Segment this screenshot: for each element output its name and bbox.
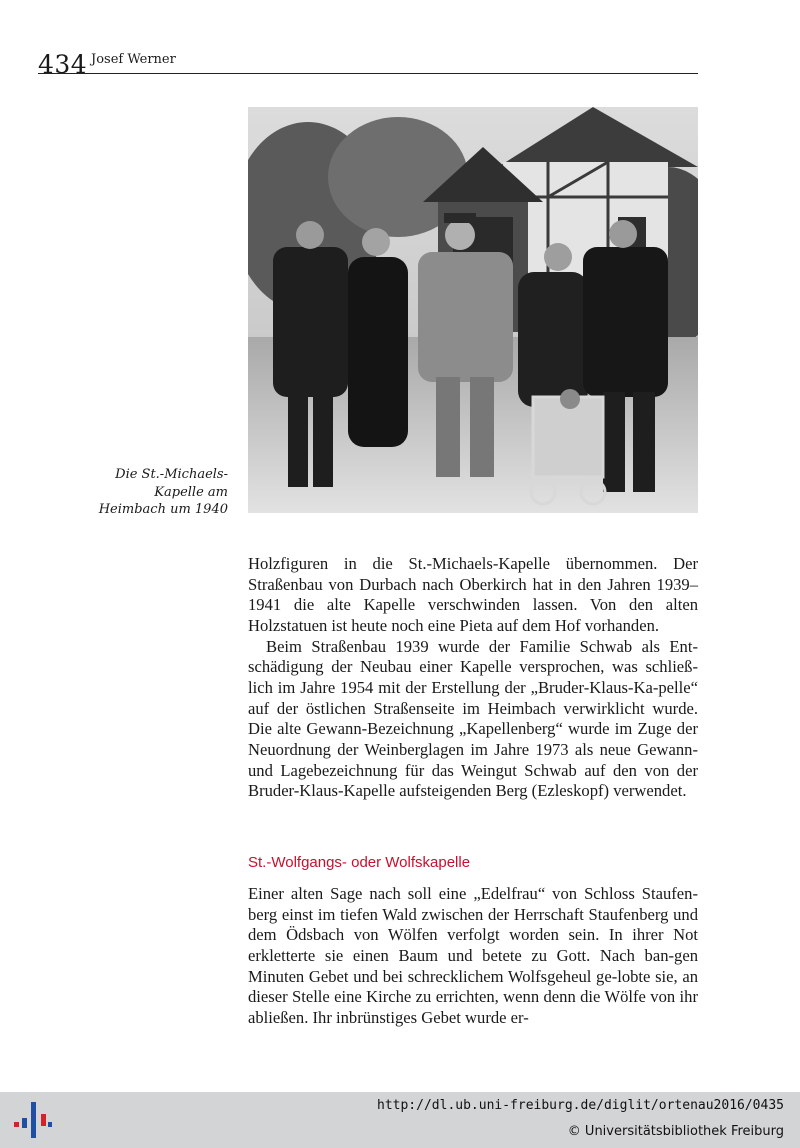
ub-freiburg-logo-icon [12, 1100, 54, 1140]
logo-bar-red-left [14, 1122, 19, 1127]
text-line: Holzstatuen ist heute noch eine Pieta auf dem Hof vorhanden. [248, 615, 660, 635]
figure-caption [80, 466, 228, 519]
header-rule [38, 73, 698, 74]
logo-bar-red-right [41, 1114, 46, 1126]
text-line: 1939–1941 die alte Kapelle verschwinden lassen. Von den alten [248, 574, 698, 615]
body-text-lower [248, 884, 698, 1029]
source-url-link[interactable]: http://dl.ub.uni-freiburg.de/diglit/ortenau2016/0435 [377, 1098, 784, 1113]
historic-photo [248, 107, 698, 513]
body-text-upper [248, 554, 698, 802]
logo-bar-blue-tall [31, 1102, 36, 1138]
paragraph-1 [248, 554, 698, 637]
logo-bar-blue-left [22, 1118, 27, 1128]
text-line: schädigung der Neubau einer Kapelle versprochen, was schließ- [248, 657, 698, 677]
text-line: die Wölfe von ihr abließen. Ihr inbrünstiges Gebet wurde er- [248, 987, 698, 1027]
running-header-author: Josef Werner [91, 52, 176, 67]
paragraph-3 [248, 884, 698, 1029]
text-line: wurde. Die alte Gewann-Bezeichnung „Kapellenberg“ wurde [248, 698, 699, 739]
text-line: Berg (Ezleskopf) verwendet. [495, 781, 687, 801]
text-line: im Zuge der Neuordnung der Weinberglagen im Jahre 1973 [248, 719, 698, 759]
text-line: Beim Straßenbau 1939 wurde der Familie Schwab als Ent- [266, 636, 698, 656]
copyright-notice: © Universitätsbibliothek Freiburg [567, 1124, 784, 1139]
section-heading: St.-Wolfgangs- oder Wolfskapelle [248, 854, 471, 871]
text-line: berg einst im tiefen Wald zwischen der Herrschaft Staufenberg [248, 904, 669, 924]
page-number: 434 [38, 50, 88, 79]
text-line: Holzfiguren in die St.-Michaels-Kapelle übernommen. Der [248, 554, 698, 573]
text-line: lobte sie, an dieser Stelle eine Kirche zu errichten, wenn denn [248, 966, 698, 1007]
text-line: Schwab auf den von der Bruder-Klaus-Kapelle aufsteigenden [248, 760, 698, 801]
caption-line: Die St.-Michaels- [115, 467, 228, 482]
caption-line: Kapelle am [154, 484, 228, 500]
text-line: Einer alten Sage nach soll eine „Edelfrau“ von Schloss Staufen- [248, 884, 698, 903]
text-line: Straßenbau von Durbach nach Oberkirch hat in den Jahren [248, 574, 651, 594]
footer-bar [0, 1092, 800, 1148]
text-line: lich im Jahre 1954 mit der Erstellung der „Bruder-Klaus-Ka- [248, 677, 659, 697]
caption-line: Heimbach um 1940 [98, 502, 228, 517]
text-line: gen Minuten Gebet und bei schrecklichem Wolfsgeheul ge- [248, 945, 698, 986]
text-line: pelle“ auf der östlichen Straßenseite im Heimbach verwirklicht [248, 677, 698, 718]
logo-bar-blue-small [48, 1122, 52, 1127]
text-line: als neue Gewann- und Lagebezeichnung für das Weingut [248, 739, 698, 780]
running-header [38, 46, 698, 79]
text-line: und dem Ödsbach von Wölfen verfolgt worden sein. In ihrer [248, 904, 698, 945]
text-line: Not erkletterte sie einen Baum und betete zu Gott. Nach ban- [248, 925, 699, 965]
people-group [273, 213, 668, 492]
paragraph-2 [248, 637, 698, 802]
